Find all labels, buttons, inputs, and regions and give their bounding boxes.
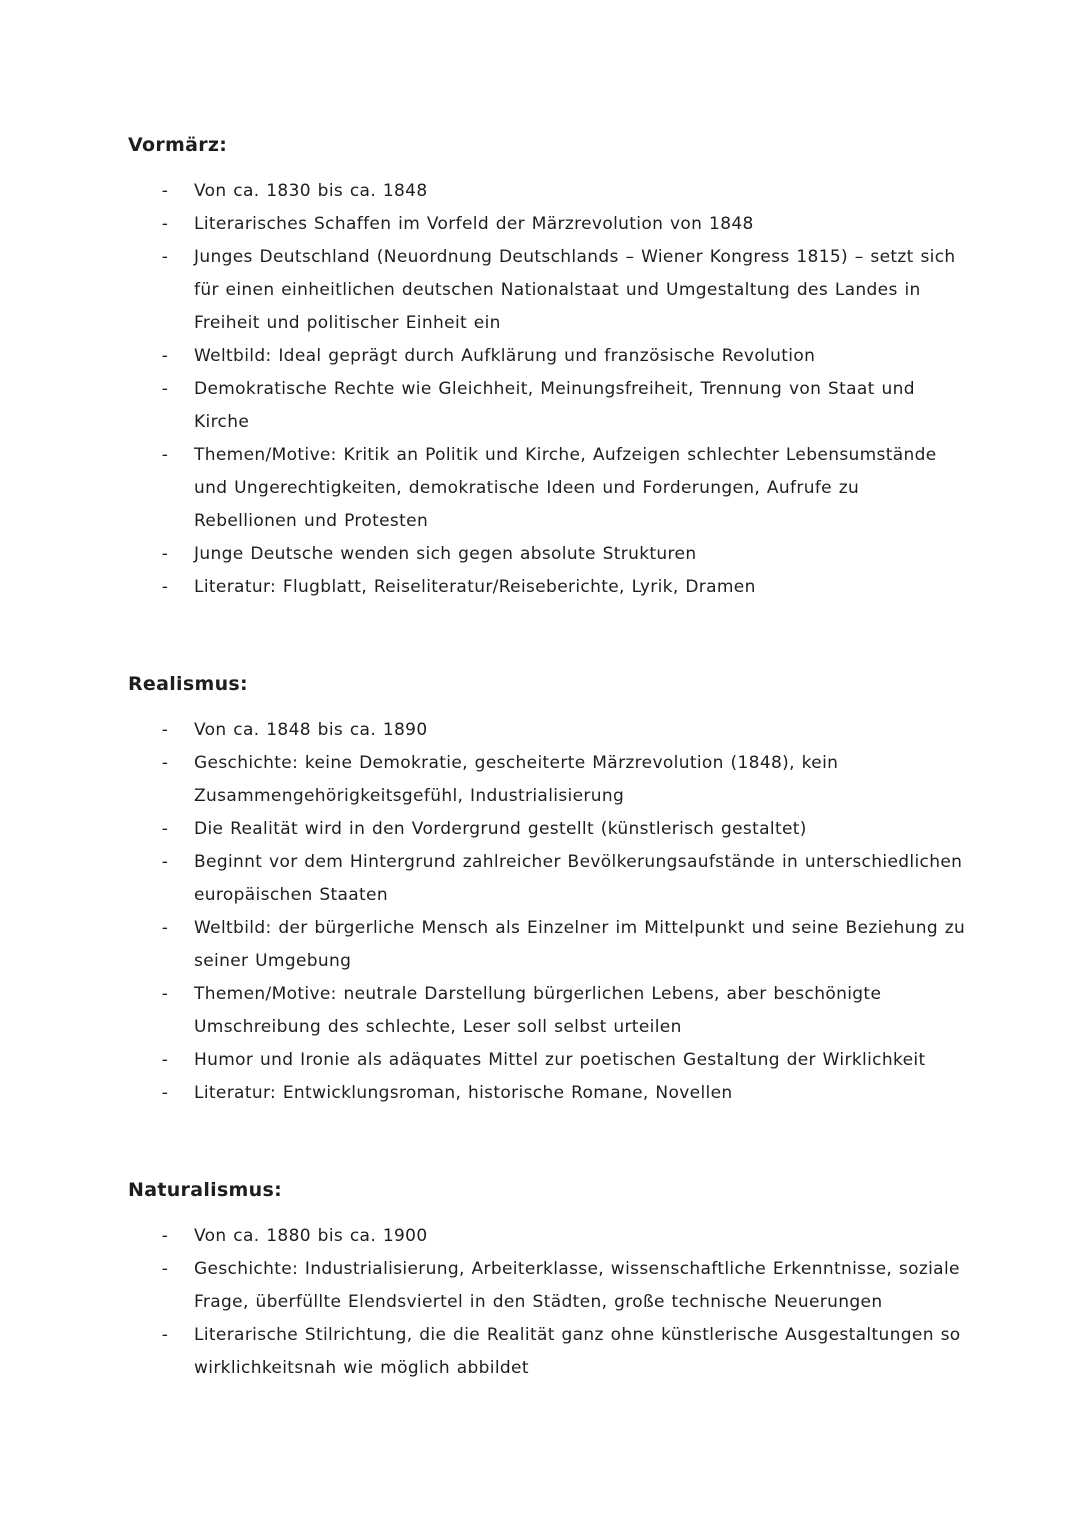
dash-bullet-icon: -	[161, 544, 169, 564]
list-item-text: Von ca. 1830 bis ca. 1848	[194, 181, 428, 201]
list-item-text: Literatur: Flugblatt, Reiseliteratur/Reiseberichte, Lyrik, Dramen	[194, 577, 756, 597]
list-item-text: Geschichte: keine Demokratie, gescheiterte Märzrevolution (1848), kein Zusammengehörigkeitsgefühl, Industrialisierung	[194, 753, 839, 806]
section-heading: Vormärz:	[128, 134, 228, 156]
bullet-list	[128, 1220, 968, 1385]
list-item	[128, 241, 968, 340]
list-item	[128, 747, 968, 813]
list-item	[128, 714, 968, 747]
dash-bullet-icon: -	[161, 1259, 169, 1279]
list-item	[128, 1044, 968, 1077]
list-item	[128, 1077, 968, 1110]
list-item-text: Literarisches Schaffen im Vorfeld der Märzrevolution von 1848	[194, 214, 754, 234]
list-item	[128, 175, 968, 208]
list-item	[128, 1253, 968, 1319]
dash-bullet-icon: -	[161, 181, 169, 201]
dash-bullet-icon: -	[161, 1325, 169, 1345]
dash-bullet-icon: -	[161, 1083, 169, 1103]
list-item	[128, 813, 968, 846]
list-item-text: Von ca. 1880 bis ca. 1900	[194, 1226, 428, 1246]
list-item	[128, 1319, 968, 1385]
list-item-text: Die Realität wird in den Vordergrund gestellt (künstlerisch gestaltet)	[194, 819, 807, 839]
list-item	[128, 538, 968, 571]
list-item-text: Literarische Stilrichtung, die die Realität ganz ohne künstlerische Ausgestaltungen so wirklichkeitsnah wie möglich abbildet	[194, 1325, 961, 1378]
list-item-text: Beginnt vor dem Hintergrund zahlreicher Bevölkerungsaufstände in unterschiedlichen europäischen Staaten	[194, 852, 963, 905]
section-naturalismus	[128, 1176, 968, 1385]
dash-bullet-icon: -	[161, 214, 169, 234]
dash-bullet-icon: -	[161, 918, 169, 938]
dash-bullet-icon: -	[161, 984, 169, 1004]
dash-bullet-icon: -	[161, 819, 169, 839]
dash-bullet-icon: -	[161, 1050, 169, 1070]
section-heading: Realismus:	[128, 673, 248, 695]
bullet-list	[128, 175, 968, 604]
list-item-text: Humor und Ironie als adäquates Mittel zur poetischen Gestaltung der Wirklichkeit	[194, 1050, 926, 1070]
section-realismus	[128, 670, 968, 1110]
list-item	[128, 912, 968, 978]
list-item-text: Themen/Motive: neutrale Darstellung bürgerlichen Lebens, aber beschönigte Umschreibung des schlechte, Leser soll selbst urteilen	[194, 984, 882, 1037]
section-heading: Naturalismus:	[128, 1179, 282, 1201]
list-item	[128, 208, 968, 241]
dash-bullet-icon: -	[161, 445, 169, 465]
list-item	[128, 1220, 968, 1253]
list-item	[128, 846, 968, 912]
list-item	[128, 439, 968, 538]
dash-bullet-icon: -	[161, 1226, 169, 1246]
list-item	[128, 978, 968, 1044]
dash-bullet-icon: -	[161, 346, 169, 366]
dash-bullet-icon: -	[161, 247, 169, 267]
list-item-text: Geschichte: Industrialisierung, Arbeiterklasse, wissenschaftliche Erkenntnisse, soziale Frage, überfüllte Elendsviertel in den Städten, große technische Neuerungen	[194, 1259, 960, 1312]
list-item-text: Von ca. 1848 bis ca. 1890	[194, 720, 428, 740]
dash-bullet-icon: -	[161, 379, 169, 399]
bullet-list	[128, 714, 968, 1110]
dash-bullet-icon: -	[161, 852, 169, 872]
section-vormaerz	[128, 131, 968, 604]
dash-bullet-icon: -	[161, 753, 169, 773]
list-item-text: Weltbild: Ideal geprägt durch Aufklärung und französische Revolution	[194, 346, 816, 366]
list-item-text: Junge Deutsche wenden sich gegen absolute Strukturen	[194, 544, 697, 564]
dash-bullet-icon: -	[161, 577, 169, 597]
list-item-text: Themen/Motive: Kritik an Politik und Kirche, Aufzeigen schlechter Lebensumstände und Ungerechtigkeiten, demokratische Ideen und Forderungen, Aufrufe zu Rebellionen und Protesten	[194, 445, 937, 531]
dash-bullet-icon: -	[161, 720, 169, 740]
list-item-text: Literatur: Entwicklungsroman, historische Romane, Novellen	[194, 1083, 733, 1103]
list-item-text: Junges Deutschland (Neuordnung Deutschlands – Wiener Kongress 1815) – setzt sich für einen einheitlichen deutschen Nationalstaat und Umgestaltung des Landes in Freiheit und politischer Einheit ein	[194, 247, 956, 333]
list-item	[128, 373, 968, 439]
list-item-text: Weltbild: der bürgerliche Mensch als Einzelner im Mittelpunkt und seine Beziehung zu seiner Umgebung	[194, 918, 966, 971]
list-item-text: Demokratische Rechte wie Gleichheit, Meinungsfreiheit, Trennung von Staat und Kirche	[194, 379, 915, 432]
list-item	[128, 340, 968, 373]
list-item	[128, 571, 968, 604]
